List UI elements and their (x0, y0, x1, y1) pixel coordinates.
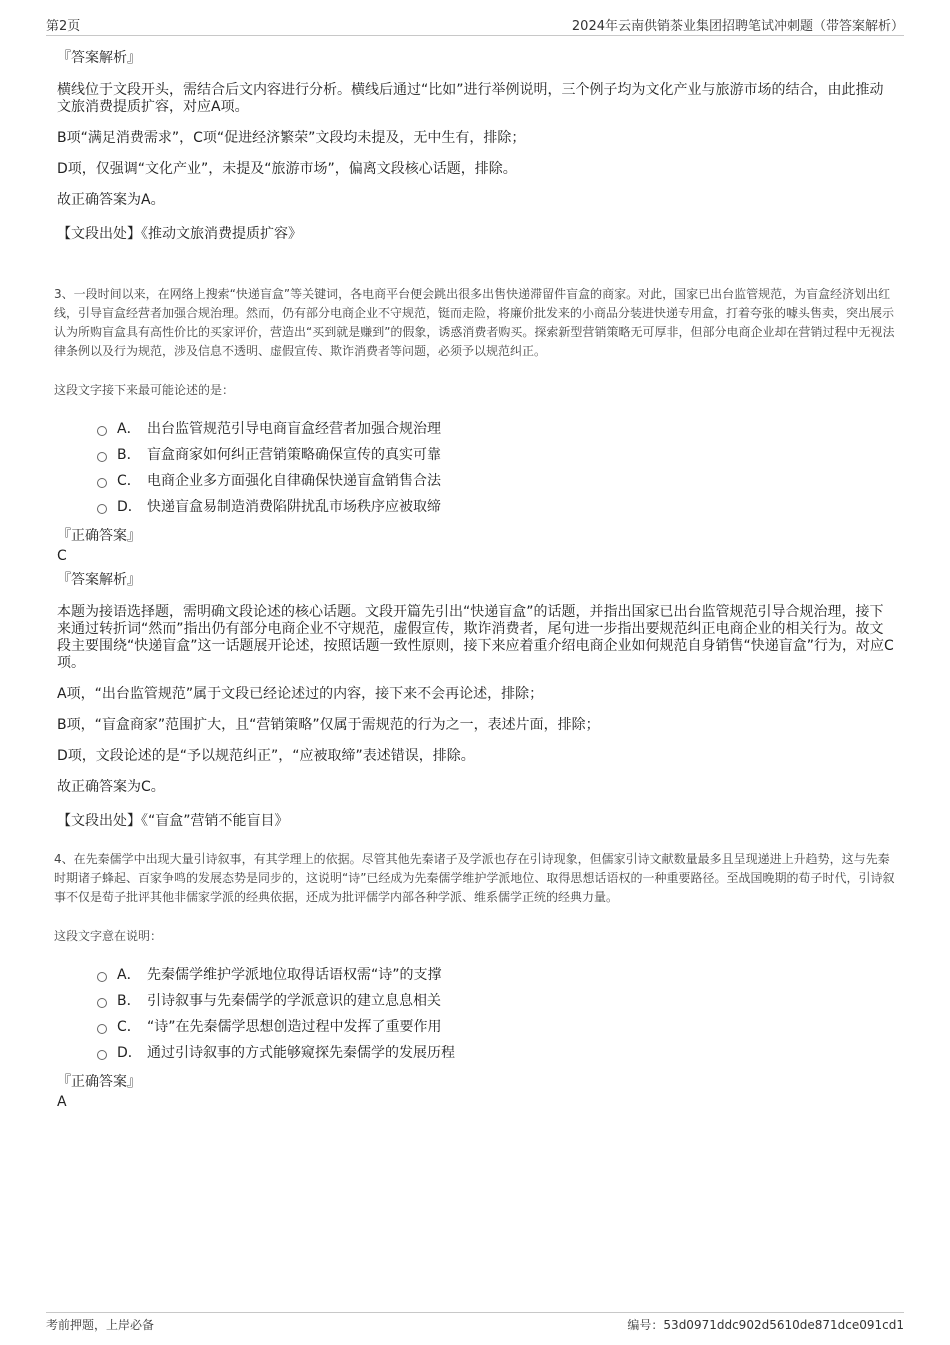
option-text: 快递盲盒易制造消费陷阱扰乱市场秩序应被取缔 (147, 499, 441, 515)
option-a[interactable] (97, 416, 897, 442)
code-value: 53d0971ddc902d5610de871dce091cd1 (663, 1318, 904, 1332)
source-label: 【文段出处】 (57, 226, 141, 242)
radio-icon[interactable] (97, 504, 107, 514)
page-header (46, 15, 904, 36)
analysis-paragraph: 横线位于文段开头，需结合后文内容进行分析。横线后通过“比如”进行举例说明，三个例子均为文化产业与旅游市场的结合，由此推动文旅消费提质扩容，对应A项。 (57, 82, 884, 115)
code-label: 编号： (627, 1318, 664, 1332)
option-text: 盲盒商家如何纠正营销策略确保宣传的真实可靠 (147, 447, 441, 463)
option-text: 出台监管规范引导电商盲盒经营者加强合规治理 (147, 421, 441, 437)
analysis-paragraph: 本题为接语选择题，需明确文段论述的核心话题。文段开篇先引出“快递盲盒”的话题，并指出国家已出台监管规范引导合规治理，接下来通过转折词“然而”指出仍有部分电商企业不守规范，虚假宣传，欺诈消费者，尾句进一步指出要规范纠正电商企业的相关行为。故文段主要围绕“快递盲盒”这一话题展开论述，按照话题一致性原则，接下来应着重介绍电商企业如何规范自身销售“快递盲盒”行为，对应C项。 (57, 604, 894, 671)
analysis-label: 『答案解析』 (57, 572, 141, 588)
radio-icon[interactable] (97, 998, 107, 1008)
question-3-prompt: 这段文字接下来最可能论述的是： (54, 383, 235, 397)
analysis-label: 『答案解析』 (57, 50, 141, 66)
radio-icon[interactable] (97, 478, 107, 488)
option-text: “诗”在先秦儒学思想创造过程中发挥了重要作用 (147, 1019, 442, 1035)
source-label: 【文段出处】 (57, 813, 141, 829)
option-letter: D． (117, 499, 142, 515)
option-letter: B． (117, 993, 141, 1009)
question-4-options (97, 962, 897, 1066)
option-c[interactable] (97, 1014, 897, 1040)
source-line (57, 223, 897, 243)
option-b[interactable] (97, 988, 897, 1014)
option-letter: B． (117, 447, 141, 463)
correct-answer-label: 『正确答案』 (57, 1074, 141, 1090)
question-3-text: 3、一段时间以来，在网络上搜索“快递盲盒”等关键词，各电商平台便会跳出很多出售快递滞留件盲盒的商家。对此，国家已出台监管规范，为盲盒经济划出红线，引导盲盒经营者加强合规治理。然而，仍有部分电商企业不守规范，铤而走险，将廉价批发来的小商品分装进快递专用盒，打着夸张的噱头售卖，突出展示认为所购盲盒具有高性价比的买家评价，营造出“买到就是赚到”的假象，诱惑消费者购买。探索新型营销策略无可厚非，但部分电商企业却在营销过程中无视法律条例以及行为规范，涉及信息不透明、虚假宣传、欺诈消费者等问题，必须予以规范纠正。 (54, 287, 895, 358)
analysis-paragraph: B项“满足消费需求”，C项“促进经济繁荣”文段均未提及，无中生有，排除； (57, 130, 526, 146)
radio-icon[interactable] (97, 972, 107, 982)
analysis-paragraph: D项，文段论述的是“予以规范纠正”，“应被取缔”表述错误，排除。 (57, 748, 475, 764)
analysis-paragraph: A项，“出台监管规范”属于文段已经论述过的内容，接下来不会再论述，排除； (57, 686, 544, 702)
option-text: 先秦儒学维护学派地位取得话语权需“诗”的支撑 (147, 967, 442, 983)
radio-icon[interactable] (97, 1024, 107, 1034)
analysis-paragraph: B项，“盲盒商家”范围扩大，且“营销策略”仅属于需规范的行为之一，表述片面，排除； (57, 717, 600, 733)
correct-answer-label: 『正确答案』 (57, 528, 141, 544)
option-text: 通过引诗叙事的方式能够窥探先秦儒学的发展历程 (147, 1045, 455, 1061)
option-letter: C． (117, 473, 141, 489)
analysis-paragraph: 故正确答案为A。 (57, 192, 165, 208)
option-letter: C． (117, 1019, 141, 1035)
page-number: 第2页 (46, 19, 81, 34)
option-c[interactable] (97, 468, 897, 494)
option-d[interactable] (97, 1040, 897, 1066)
radio-icon[interactable] (97, 452, 107, 462)
correct-answer: C (57, 548, 67, 564)
option-letter: D． (117, 1045, 142, 1061)
analysis-paragraph: 故正确答案为C。 (57, 779, 165, 795)
option-text: 电商企业多方面强化自律确保快递盲盒销售合法 (147, 473, 441, 489)
radio-icon[interactable] (97, 426, 107, 436)
option-b[interactable] (97, 442, 897, 468)
document-title: 2024年云南供销茶业集团招聘笔试冲刺题（带答案解析） (571, 19, 904, 34)
option-d[interactable] (97, 494, 897, 520)
radio-icon[interactable] (97, 1050, 107, 1060)
option-a[interactable] (97, 962, 897, 988)
question-3-options (97, 416, 897, 520)
correct-answer: A (57, 1094, 67, 1110)
source-line (57, 810, 897, 830)
question-4-text: 4、在先秦儒学中出现大量引诗叙事，有其学理上的依据。尽管其他先秦诸子及学派也存在引诗现象，但儒家引诗文献数量最多且呈现递进上升趋势，这与先秦时期诸子蜂起、百家争鸣的发展态势是同步的，这说明“诗”已经成为先秦儒学维护学派地位、取得思想话语权的一种重要路径。至战国晚期的荀子时代，引诗叙事不仅是荀子批评其他非儒家学派的经典依据，还成为批评儒学内部各种学派、维系儒学正统的经典力量。 (54, 852, 895, 904)
source-title: 《“盲盒”营销不能盲目》 (141, 813, 289, 829)
analysis-paragraph: D项，仅强调“文化产业”，未提及“旅游市场”，偏离文段核心话题，排除。 (57, 161, 517, 177)
page-content (54, 44, 897, 1116)
question-4-prompt: 这段文字意在说明： (54, 929, 163, 943)
source-title: 《推动文旅消费提质扩容》 (141, 226, 302, 242)
footer-slogan: 考前押题，上岸必备 (46, 1318, 155, 1332)
page-footer (46, 1312, 904, 1335)
option-text: 引诗叙事与先秦儒学的学派意识的建立息息相关 (147, 993, 441, 1009)
option-letter: A． (117, 421, 141, 437)
document-code (627, 1316, 904, 1333)
option-letter: A． (117, 967, 141, 983)
